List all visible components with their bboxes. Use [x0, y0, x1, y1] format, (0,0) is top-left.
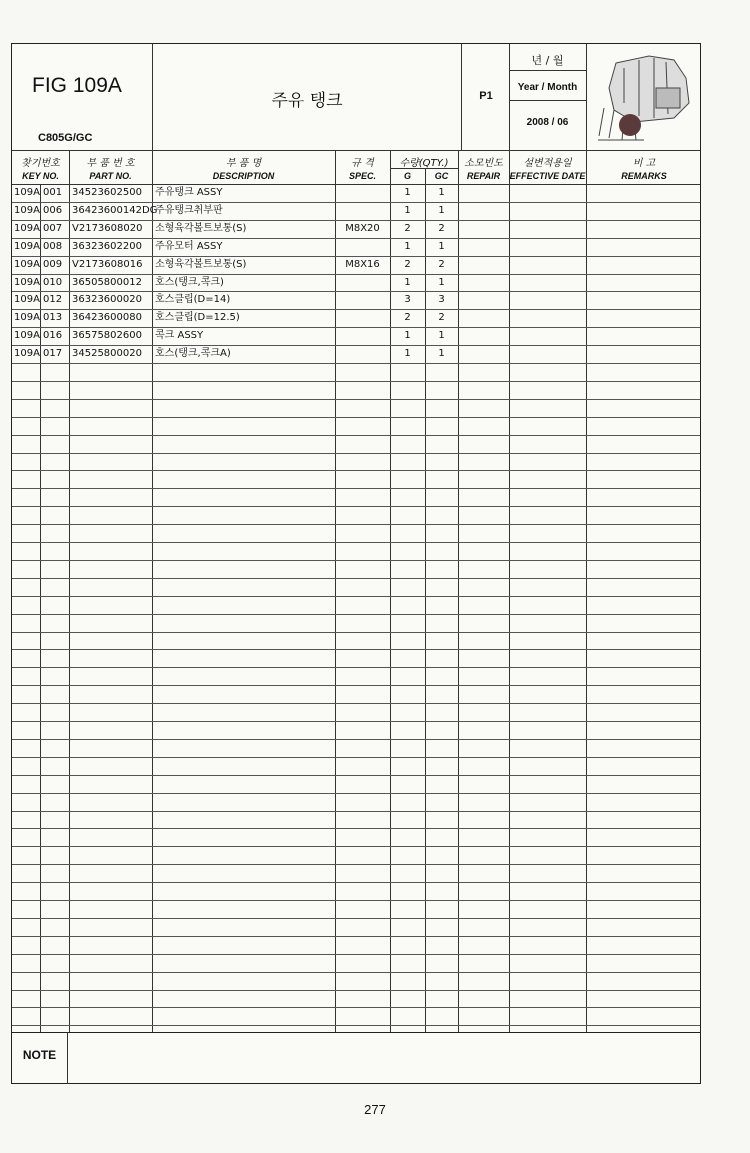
row-1-part: 36423600142DG: [72, 204, 158, 216]
col-part-ko: 부 품 번 호: [86, 158, 135, 169]
table-row-line: [12, 506, 700, 507]
row-5-desc: 호스(탱크,콕크): [155, 276, 224, 288]
row-2-desc: 소형육각볼트보통(S): [155, 222, 247, 234]
row-2-part: V2173608020: [72, 222, 143, 234]
table-row-line: [12, 936, 700, 937]
col-date-en: EFFECTIVE DATE: [509, 171, 586, 181]
row-2-key: 007: [43, 222, 63, 234]
table-row-line: [12, 488, 700, 489]
col-desc-ko: 부 품 명: [225, 158, 262, 169]
table-row-line: [12, 703, 700, 704]
row-2-gc: 2: [438, 222, 445, 234]
page-label: P1: [479, 90, 493, 102]
row-2-g: 2: [404, 222, 411, 234]
table-row-line: [12, 846, 700, 847]
table-row-line: [12, 793, 700, 794]
row-2-fig: 109A: [14, 222, 40, 234]
table-row-line: [12, 990, 700, 991]
row-5-key: 010: [43, 276, 63, 288]
row-5-part: 36505800012: [72, 276, 142, 288]
table-row-line: [12, 721, 700, 722]
row-6-key: 012: [43, 294, 63, 306]
row-8-key: 016: [43, 330, 63, 342]
row-6-desc: 호스클립(D=14): [155, 294, 231, 306]
row-8-fig: 109A: [14, 330, 40, 342]
row-9-gc: 1: [438, 348, 445, 360]
row-1-key: 006: [43, 204, 63, 216]
row-7-key: 013: [43, 312, 63, 324]
table-row-line: [12, 542, 700, 543]
table-row-line: [12, 524, 700, 525]
table-row-line: [12, 614, 700, 615]
parts-list-sheet: [11, 43, 701, 1084]
date-value: 2008 / 06: [526, 117, 569, 128]
table-row-line: [12, 739, 700, 740]
table-row-line: [12, 453, 700, 454]
row-8-g: 1: [404, 330, 411, 342]
row-9-g: 1: [404, 348, 411, 360]
col-date-ko: 설변적용일: [523, 158, 572, 169]
figure-number: FIG 109A: [32, 74, 122, 97]
row-0-fig: 109A: [14, 187, 40, 198]
col-spec-en: SPEC.: [348, 171, 376, 181]
row-0-gc: 1: [438, 187, 445, 198]
row-5-gc: 1: [438, 276, 445, 288]
row-1-gc: 1: [438, 204, 445, 216]
model-number: C805G/GC: [38, 132, 93, 144]
col-qty-g: G: [403, 171, 411, 181]
row-8-desc: 콕크 ASSY: [155, 330, 204, 342]
row-7-fig: 109A: [14, 312, 40, 324]
row-9-part: 34525800020: [72, 348, 142, 360]
table-row-line: [12, 685, 700, 686]
row-8-gc: 1: [438, 330, 445, 342]
row-0-desc: 주유탱크 ASSY: [155, 187, 223, 198]
row-9-desc: 호스(탱크,콕크A): [155, 348, 231, 360]
note-label: NOTE: [22, 1048, 57, 1062]
table-row-line: [12, 811, 700, 812]
combine-harvester-image: [594, 48, 696, 144]
table-row-line: [12, 900, 700, 901]
table-row-line: [12, 399, 700, 400]
table-row-line: [12, 918, 700, 919]
col-part-en: PART NO.: [89, 171, 132, 181]
col-key-ko: 찾기번호: [21, 158, 60, 169]
row-0-part: 34523602500: [72, 187, 142, 198]
row-1-g: 1: [404, 204, 411, 216]
row-3-key: 008: [43, 240, 63, 252]
table-row-line: [12, 828, 700, 829]
table-row-line: [12, 381, 700, 382]
row-4-part: V2173608016: [72, 258, 143, 270]
col-desc-en: DESCRIPTION: [212, 171, 275, 181]
table-row-line: [12, 882, 700, 883]
table-row-line: [12, 667, 700, 668]
table-row-line: [12, 649, 700, 650]
row-4-key: 009: [43, 258, 63, 270]
table-row-line: [12, 864, 700, 865]
table-row-line: [12, 632, 700, 633]
table-row-line: [12, 596, 700, 597]
table-row-line: [12, 363, 700, 364]
row-3-fig: 109A: [14, 240, 40, 252]
row-9-fig: 109A: [14, 348, 40, 360]
row-7-g: 2: [404, 312, 411, 324]
table-row-line: [12, 470, 700, 471]
row-5-fig: 109A: [14, 276, 40, 288]
row-4-gc: 2: [438, 258, 445, 270]
row-7-gc: 2: [438, 312, 445, 324]
table-row-line: [12, 972, 700, 973]
col-repair-ko: 소모빈도: [464, 158, 503, 169]
row-2-spec: M8X20: [345, 222, 380, 234]
page-title: 주유 탱크: [271, 91, 343, 111]
row-6-g: 3: [404, 294, 411, 306]
col-key-en: KEY NO.: [22, 171, 59, 181]
col-remarks-ko: 비 고: [632, 158, 656, 169]
row-4-desc: 소형육각볼트보통(S): [155, 258, 247, 270]
row-0-key: 001: [43, 187, 63, 198]
col-spec-ko: 규 격: [351, 158, 374, 169]
row-7-part: 36423600080: [72, 312, 142, 324]
table-row-line: [12, 560, 700, 561]
page-number: 277: [364, 1102, 386, 1117]
col-qty-gc: GC: [434, 171, 449, 181]
row-9-key: 017: [43, 348, 63, 360]
row-3-gc: 1: [438, 240, 445, 252]
row-6-fig: 109A: [14, 294, 40, 306]
col-remarks-en: REMARKS: [621, 171, 667, 181]
col-qty-ko: 수량(QTY.): [399, 158, 449, 169]
row-3-g: 1: [404, 240, 411, 252]
table-row-line: [12, 757, 700, 758]
table-row-line: [12, 1025, 700, 1026]
table-row-line: [12, 578, 700, 579]
table-row-line: [12, 775, 700, 776]
row-4-fig: 109A: [14, 258, 40, 270]
row-8-part: 36575802600: [72, 330, 142, 342]
row-7-desc: 호스클립(D=12.5): [155, 312, 240, 324]
table-row-line: [12, 435, 700, 436]
row-3-desc: 주유모터 ASSY: [155, 240, 223, 252]
table-row-line: [12, 954, 700, 955]
date-label-en: Year / Month: [517, 82, 578, 93]
row-3-part: 36323602200: [72, 240, 142, 252]
row-0-g: 1: [404, 187, 411, 198]
row-1-fig: 109A: [14, 204, 40, 216]
table-row-line: [12, 417, 700, 418]
table-row-line: [12, 1007, 700, 1008]
date-label-ko: 년 / 월: [531, 54, 564, 67]
row-4-spec: M8X16: [345, 258, 380, 270]
col-repair-en: REPAIR: [466, 171, 501, 181]
row-6-gc: 3: [438, 294, 445, 306]
row-6-part: 36323600020: [72, 294, 142, 306]
row-5-g: 1: [404, 276, 411, 288]
row-4-g: 2: [404, 258, 411, 270]
row-1-desc: 주유탱크취부판: [155, 204, 223, 216]
